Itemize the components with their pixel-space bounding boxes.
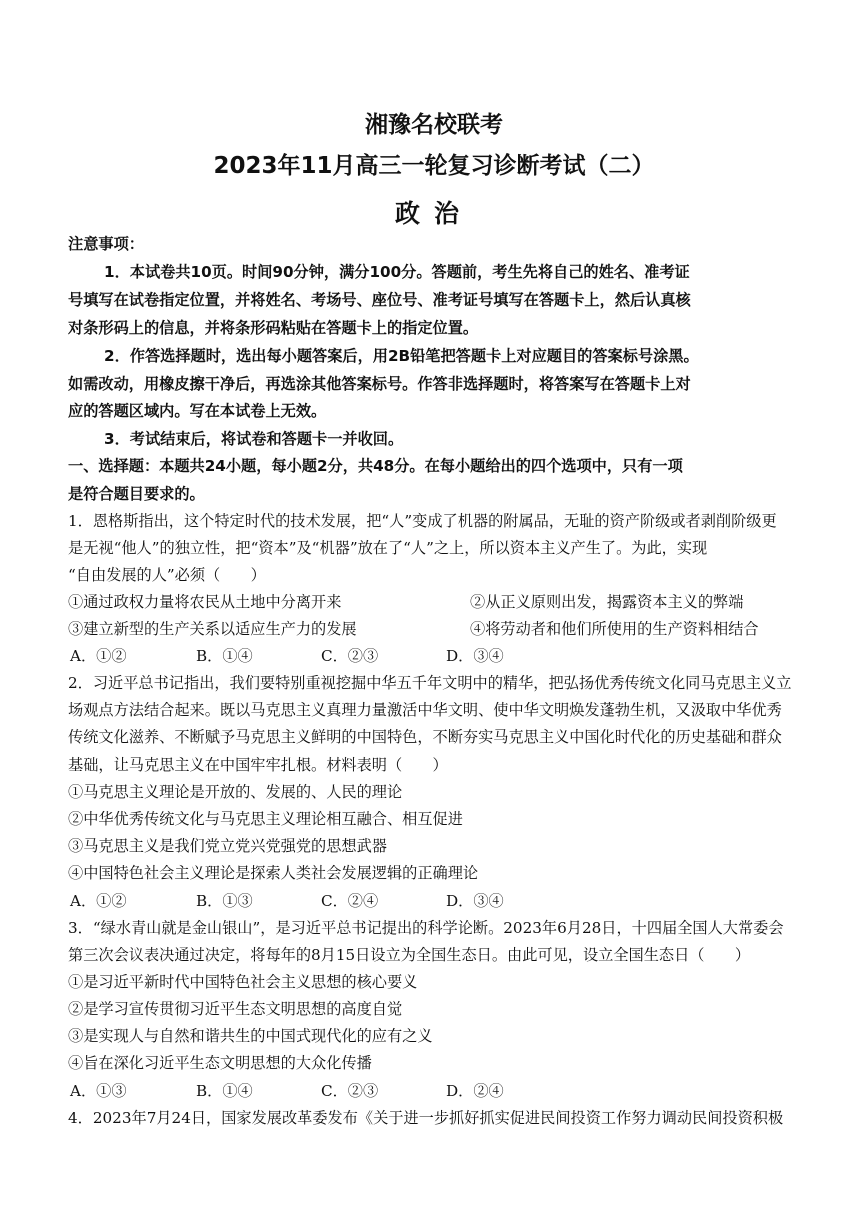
question-1-line-1: 1．恩格斯指出，这个特定时代的技术发展，把“人”变成了机器的附属品，无耻的资产阶级或者剥削阶级更	[68, 512, 777, 530]
question-2-statement-3: ③马克思主义是我们党立党兴党强党的思想武器	[68, 837, 387, 855]
question-1-line-3: “自由发展的人”必须（ ）	[68, 566, 266, 584]
section-heading-line-1: 一、选择题：本题共24小题，每小题2分，共48分。在每小题给出的四个选项中，只有一项	[68, 457, 683, 475]
question-2-statement-4: ④中国特色社会主义理论是探索人类社会发展逻辑的正确理论	[68, 864, 479, 882]
question-2-line-1: 2．习近平总书记指出，我们要特别重视挖掘中华五千年文明中的精华，把弘扬优秀传统文化同马克思主义立	[68, 674, 792, 692]
question-2-line-2: 场观点方法结合起来。既以马克思主义真理力量激活中华文明、使中华文明焕发蓬勃生机，又汲取中华优秀	[68, 701, 782, 719]
notice-item-2-line-3: 应的答题区域内。写在本试卷上无效。	[68, 402, 327, 420]
question-3-line-1: 3．“绿水青山就是金山银山”，是习近平总书记提出的科学论断。2023年6月28日，十四届全国人大常委会	[68, 919, 784, 937]
question-3-option-a: A．①③	[70, 1082, 127, 1100]
question-2-option-c: C．②④	[321, 892, 379, 910]
question-1-statement-2: ②从正义原则出发，揭露资本主义的弊端	[470, 593, 744, 611]
question-4-line-1: 4．2023年7月24日，国家发展改革委发布《关于进一步抓好抓实促进民间投资工作努力调动民间投资积极	[68, 1109, 784, 1127]
question-1-option-c: C．②③	[321, 647, 379, 665]
question-1-option-a: A．①②	[70, 647, 127, 665]
question-1-option-b: B．①④	[196, 647, 253, 665]
question-1-line-2: 是无视“他人”的独立性，把“资本”及“机器”放在了“人”之上，所以资本主义产生了。为此，实现	[68, 539, 708, 557]
notice-item-2-line-2: 如需改动，用橡皮擦干净后，再选涂其他答案标号。作答非选择题时，将答案写在答题卡上对	[68, 375, 691, 393]
question-3-line-2: 第三次会议表决通过决定，将每年的8月15日设立为全国生态日。由此可见，设立全国生态日（ ）	[68, 946, 751, 964]
notice-item-3: 3．考试结束后，将试卷和答题卡一并收回。	[104, 430, 404, 448]
notice-item-1-line-2: 号填写在试卷指定位置，并将姓名、考场号、座位号、准考证号填写在答题卡上，然后认真核	[68, 291, 691, 309]
question-3-statement-4: ④旨在深化习近平生态文明思想的大众化传播	[68, 1054, 372, 1072]
question-2-option-b: B．①③	[196, 892, 253, 910]
question-1-statement-1: ①通过政权力量将农民从土地中分离开来	[68, 593, 342, 611]
question-2-line-4: 基础，让马克思主义在中国牢牢扎根。材料表明（ ）	[68, 756, 448, 774]
question-3-statement-3: ③是实现人与自然和谐共生的中国式现代化的应有之义	[68, 1027, 433, 1045]
question-3-option-c: C．②③	[321, 1082, 379, 1100]
question-1-option-d: D．③④	[446, 647, 504, 665]
question-2-line-3: 传统文化滋养、不断赋予马克思主义鲜明的中国特色，不断夯实马克思主义中国化时代化的历史基础和群众	[68, 728, 782, 746]
exam-name-title: 2023年11月高三一轮复习诊断考试（二）	[213, 153, 655, 179]
section-heading-line-2: 是符合题目要求的。	[68, 485, 205, 503]
notice-item-1-line-1: 1．本试卷共10页。时间90分钟，满分100分。答题前，考生先将自己的姓名、准考证	[104, 263, 690, 281]
exam-organizer-title: 湘豫名校联考	[365, 112, 503, 138]
question-2-option-d: D．③④	[446, 892, 504, 910]
question-1-statement-3: ③建立新型的生产关系以适应生产力的发展	[68, 620, 357, 638]
notice-item-1-line-3: 对条形码上的信息，并将条形码粘贴在答题卡上的指定位置。	[68, 319, 479, 337]
question-2-statement-1: ①马克思主义理论是开放的、发展的、人民的理论	[68, 783, 403, 801]
subject-title: 政治	[394, 199, 473, 228]
question-3-option-d: D．②④	[446, 1082, 504, 1100]
question-3-statement-2: ②是学习宣传贯彻习近平生态文明思想的高度自觉	[68, 1000, 403, 1018]
question-1-statement-4: ④将劳动者和他们所使用的生产资料相结合	[470, 620, 759, 638]
question-2-statement-2: ②中华优秀传统文化与马克思主义理论相互融合、相互促进	[68, 810, 463, 828]
question-2-option-a: A．①②	[70, 892, 127, 910]
question-3-statement-1: ①是习近平新时代中国特色社会主义思想的核心要义	[68, 973, 418, 991]
question-3-option-b: B．①④	[196, 1082, 253, 1100]
notice-heading: 注意事项：	[68, 235, 144, 253]
notice-item-2-line-1: 2．作答选择题时，选出每小题答案后，用2B铅笔把答题卡上对应题目的答案标号涂黑。	[104, 347, 699, 365]
